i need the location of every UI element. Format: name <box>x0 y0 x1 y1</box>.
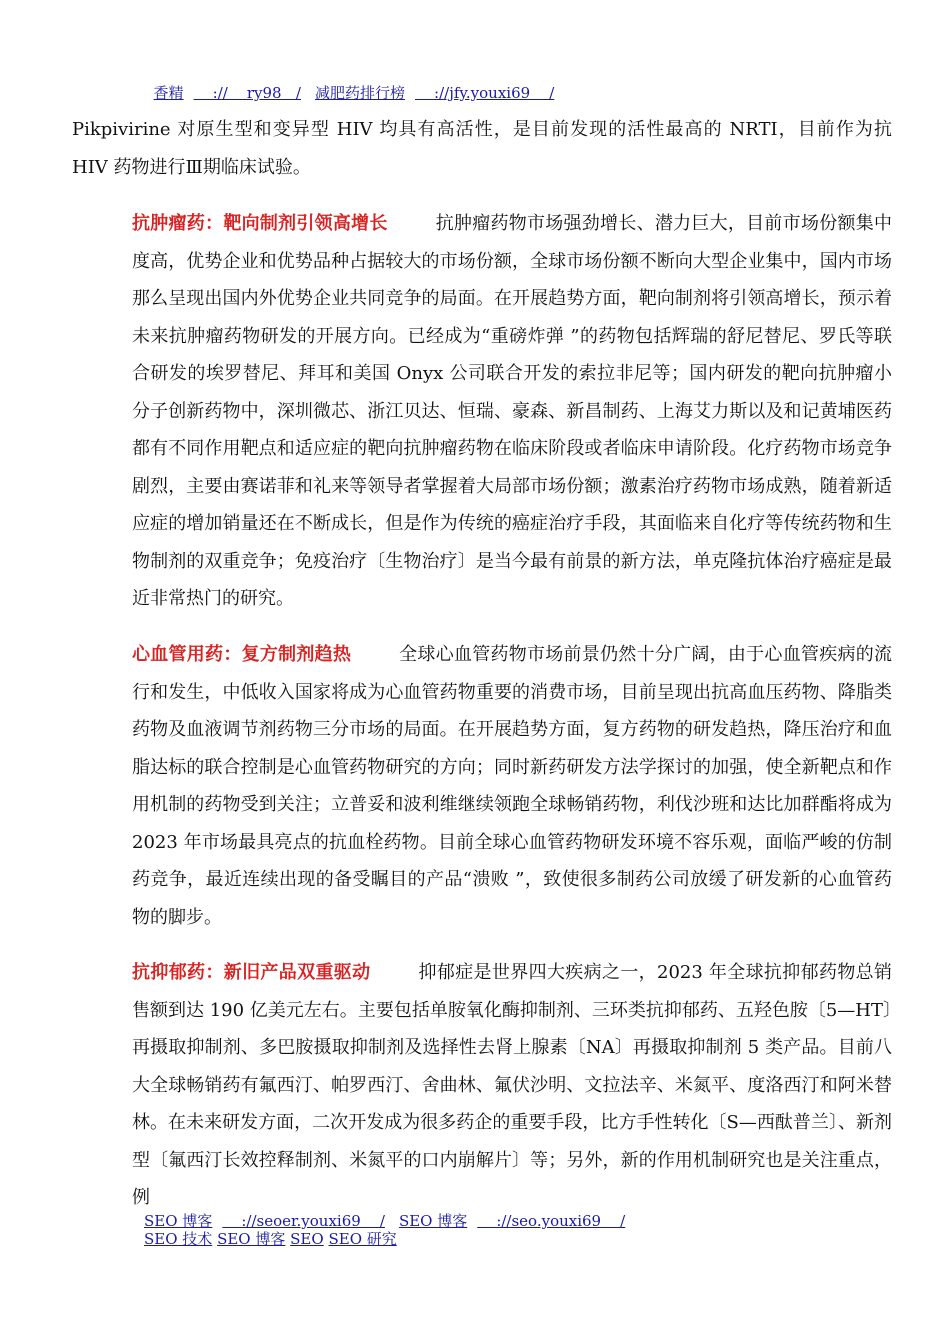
footer-link-seo-tech[interactable]: SEO 技术 <box>144 1230 213 1248</box>
footer-line-1 <box>144 1212 625 1230</box>
header-link-fragrance[interactable]: 香精 <box>153 84 184 102</box>
footer-link-url-2[interactable]: ://seo.youxi69 / <box>477 1212 626 1230</box>
section-heading-antidepressant: 抗抑郁药：新旧产品双重驱动 <box>132 962 371 983</box>
section-heading-cardiovascular: 心血管用药：复方制剂趋热 <box>132 644 352 665</box>
footer-link-seo-research[interactable]: SEO 研究 <box>328 1230 397 1248</box>
footer-link-seo[interactable]: SEO <box>290 1230 324 1248</box>
footer-line-2 <box>144 1230 625 1248</box>
footer-links <box>144 1212 625 1248</box>
section-heading-antitumor: 抗肿瘤药：靶向制剂引领高增长 <box>132 213 388 234</box>
footer-link-seo-blog-3[interactable]: SEO 博客 <box>217 1230 286 1248</box>
header-links <box>144 64 554 103</box>
paragraph-antidepressant <box>72 954 892 1217</box>
header-link-diet-pills[interactable]: 减肥药排行榜 <box>314 84 405 102</box>
paragraph-hiv <box>72 111 892 186</box>
paragraph-text: 全球心血管药物市场前景仍然十分广阔，由于心血管疾病的流行和发生，中低收入国家将成为心血管药物重要的消费市场，目前呈现出抗高血压药物、降脂类药物及血液调节剂药物三分市场的局面。在开展趋势方面，复方药物的研发趋热，降压治疗和血脂达标的联合控制是心血管药物研究的方向；同时新药研发方法学探讨的加强，使全新靶点和作用机制的药物受到关注；立普妥和波利维继续领跑全球畅销药物，利伐沙班和达比加群酯将成为 2023 年市场最具亮点的抗血栓药物。目前全球心血管药物研发环境不容乐观，面临严峻的仿制药竞争，最近连续出现的备受瞩目的产品“溃败 ”，致使很多制药公司放缓了研发新的心血管药物的脚步。 <box>132 644 893 928</box>
footer-link-url-1[interactable]: ://seoer.youxi69 / <box>222 1212 385 1230</box>
header-link-url-1[interactable]: :// ry98 / <box>193 84 301 102</box>
footer-link-seo-blog-1[interactable]: SEO 博客 <box>144 1212 213 1230</box>
paragraph-antitumor <box>72 205 892 618</box>
paragraph-text: 抗肿瘤药物市场强劲增长、潜力巨大，目前市场份额集中度高，优势企业和优势品种占据较大的市场份额，全球市场份额不断向大型企业集中，国内市场那么呈现出国内外优势企业共同竞争的局面。在开展趋势方面，靶向制剂将引领高增长，预示着未来抗肿瘤药物研发的开展方向。已经成为“重磅炸弹 ”的药物包括辉瑞的舒尼替尼、罗氏等联合研发的埃罗替尼、拜耳和美国 Onyx 公司联合开发的索拉非尼等；国内研发的靶向抗肿瘤小分子创新药物中，深圳微芯、浙江贝达、恒瑞、豪森、新昌制药、上海艾力斯以及和记黄埔医药都有不同作用靶点和适应症的靶向抗肿瘤药物在临床阶段或者临床申请阶段。化疗药物市场竞争剧烈，主要由赛诺菲和礼来等领导者掌握着大局部市场份额；激素治疗药物市场成熟，随着新适应症的增加销量还在不断成长，但是作为传统的癌症治疗手段，其面临来自化疗等传统药物和生物制剂的双重竞争；免疫治疗〔生物治疗〕是当今最有前景的新方法，单克隆抗体治疗癌症是最近非常热门的研究。 <box>132 213 893 609</box>
paragraph-text: 抑郁症是世界四大疾病之一，2023 年全球抗抑郁药物总销售额到达 190 亿美元左右。主要包括单胺氧化酶抑制剂、三环类抗抑郁药、五羟色胺〔5—HT〕再摄取抑制剂、多巴胺摄取抑制剂及选择性去肾上腺素〔NA〕再摄取抑制剂 5 类产品。目前八大全球畅销药有氟西汀、帕罗西汀、舍曲林、氟伏沙明、文拉法辛、米氮平、度洛西汀和阿米替林。在未来研发方面，二次开发成为很多药企的重要手段，比方手性转化〔S—西酞普兰〕、新剂型〔氟西汀长效控释制剂、米氮平的口内崩解片〕等；另外，新的作用机制研究也是关注重点，例 <box>132 962 893 1208</box>
header-link-url-2[interactable]: ://jfy.youxi69 / <box>414 84 555 102</box>
paragraph-text: Pikpivirine 对原生型和变异型 HIV 均具有高活性，是目前发现的活性最高的 NRTI，目前作为抗 HIV 药物进行Ⅲ期临床试验。 <box>72 119 892 178</box>
paragraph-cardiovascular <box>72 636 892 936</box>
footer-link-seo-blog-2[interactable]: SEO 博客 <box>398 1212 468 1230</box>
